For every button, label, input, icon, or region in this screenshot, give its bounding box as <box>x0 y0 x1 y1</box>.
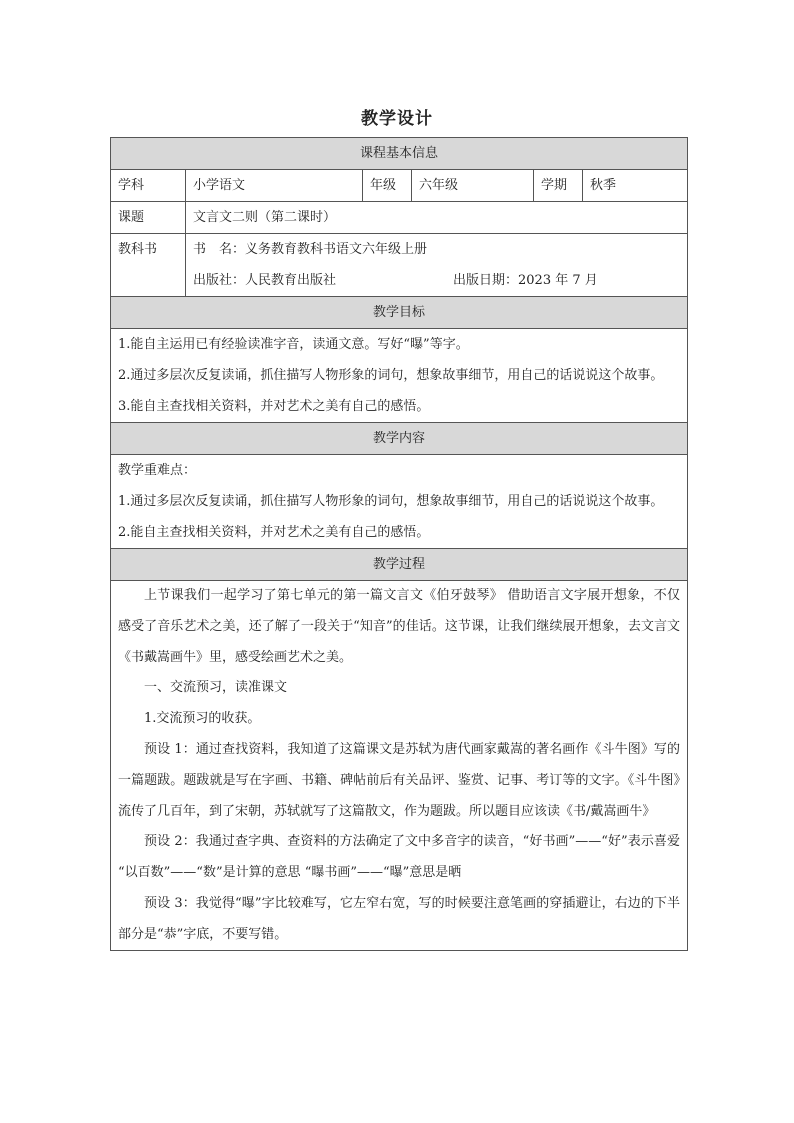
section-header-objectives: 教学目标 <box>111 297 688 329</box>
process-paragraph: 上节课我们一起学习了第七单元的第一篇文言文《伯牙鼓琴》 借助语言文字展开想象，不仅感受了音乐艺术之美，还了解了一段关于“知音”的佳话。这节课，让我们继续展开想象，去文言文《书戴嵩画牛》里，感受绘画艺术之美。 <box>118 588 681 665</box>
objective-item: 3.能自主查找相关资料，并对艺术之美有自己的感悟。 <box>118 399 430 414</box>
textbook-label: 教科书 <box>111 234 186 297</box>
process-text-area <box>118 581 680 950</box>
content-item: 1.通过多层次反复读诵，抓住描写人物形象的词句，想象故事细节，用自己的话说说这个故事。 <box>118 494 664 509</box>
textbook-info <box>186 234 688 297</box>
section-header-content: 教学内容 <box>111 423 688 455</box>
process-body <box>111 581 688 951</box>
content-body <box>111 455 688 549</box>
process-paragraph: 1.交流预习的收获。 <box>144 711 261 727</box>
section-header-basic-info: 课程基本信息 <box>111 138 688 170</box>
process-paragraph: 预设 3：我觉得“曝”字比较难写，它左窄右宽，写的时候要注意笔画的穿插避让，右边的下半部分是“恭”字底，不要写错。 <box>118 895 681 942</box>
objective-item: 2.通过多层次反复读诵，抓住描写人物形象的词句，想象故事细节，用自己的话说说这个故事。 <box>118 368 664 383</box>
lesson-plan-table <box>110 137 688 951</box>
document-title: 教学设计 <box>361 109 433 129</box>
subject-label: 学科 <box>111 170 186 202</box>
content-item: 2.能自主查找相关资料，并对艺术之美有自己的感悟。 <box>118 525 430 540</box>
publication-date: 出版日期：2023 年 7 月 <box>453 273 598 288</box>
process-paragraph: 一、交流预习，读准课文 <box>144 680 288 696</box>
grade-label: 年级 <box>363 170 412 202</box>
topic-label: 课题 <box>111 202 186 234</box>
content-heading: 教学重难点： <box>118 463 197 478</box>
process-paragraph: 预设 1：通过查找资料，我知道了这篇课文是苏轼为唐代画家戴嵩的著名画作《斗牛图》写的一篇题跋。题跋就是写在字画、书籍、碑帖前后有关品评、鉴赏、记事、考订等的文字。《斗牛图》流传了几百年，到了宋朝，苏轼就写了这篇散文，作为题跋。所以题目应该读《书/戴嵩画牛》 <box>118 741 681 819</box>
publisher-row <box>193 265 680 296</box>
term-label: 学期 <box>534 170 583 202</box>
topic-value: 文言文二则（第二课时） <box>186 202 688 234</box>
process-paragraph: 预设 2：我通过查字典、查资料的方法确定了文中多音字的读音，“好书画”——“好”表示喜爱 “以百数”——“数”是计算的意思 “曝书画”——“曝”意思是晒 <box>118 834 681 881</box>
section-header-process: 教学过程 <box>111 549 688 581</box>
subject-value: 小学语文 <box>186 170 363 202</box>
objective-item: 1.能自主运用已有经验读准字音，读通文意。写好“曝”等字。 <box>118 337 469 352</box>
objectives-body <box>111 329 688 423</box>
book-name: 书 名：义务教育教科书语文六年级上册 <box>193 242 428 257</box>
term-value: 秋季 <box>583 170 688 202</box>
publisher: 出版社：人民教育出版社 <box>193 273 337 288</box>
grade-value: 六年级 <box>412 170 534 202</box>
